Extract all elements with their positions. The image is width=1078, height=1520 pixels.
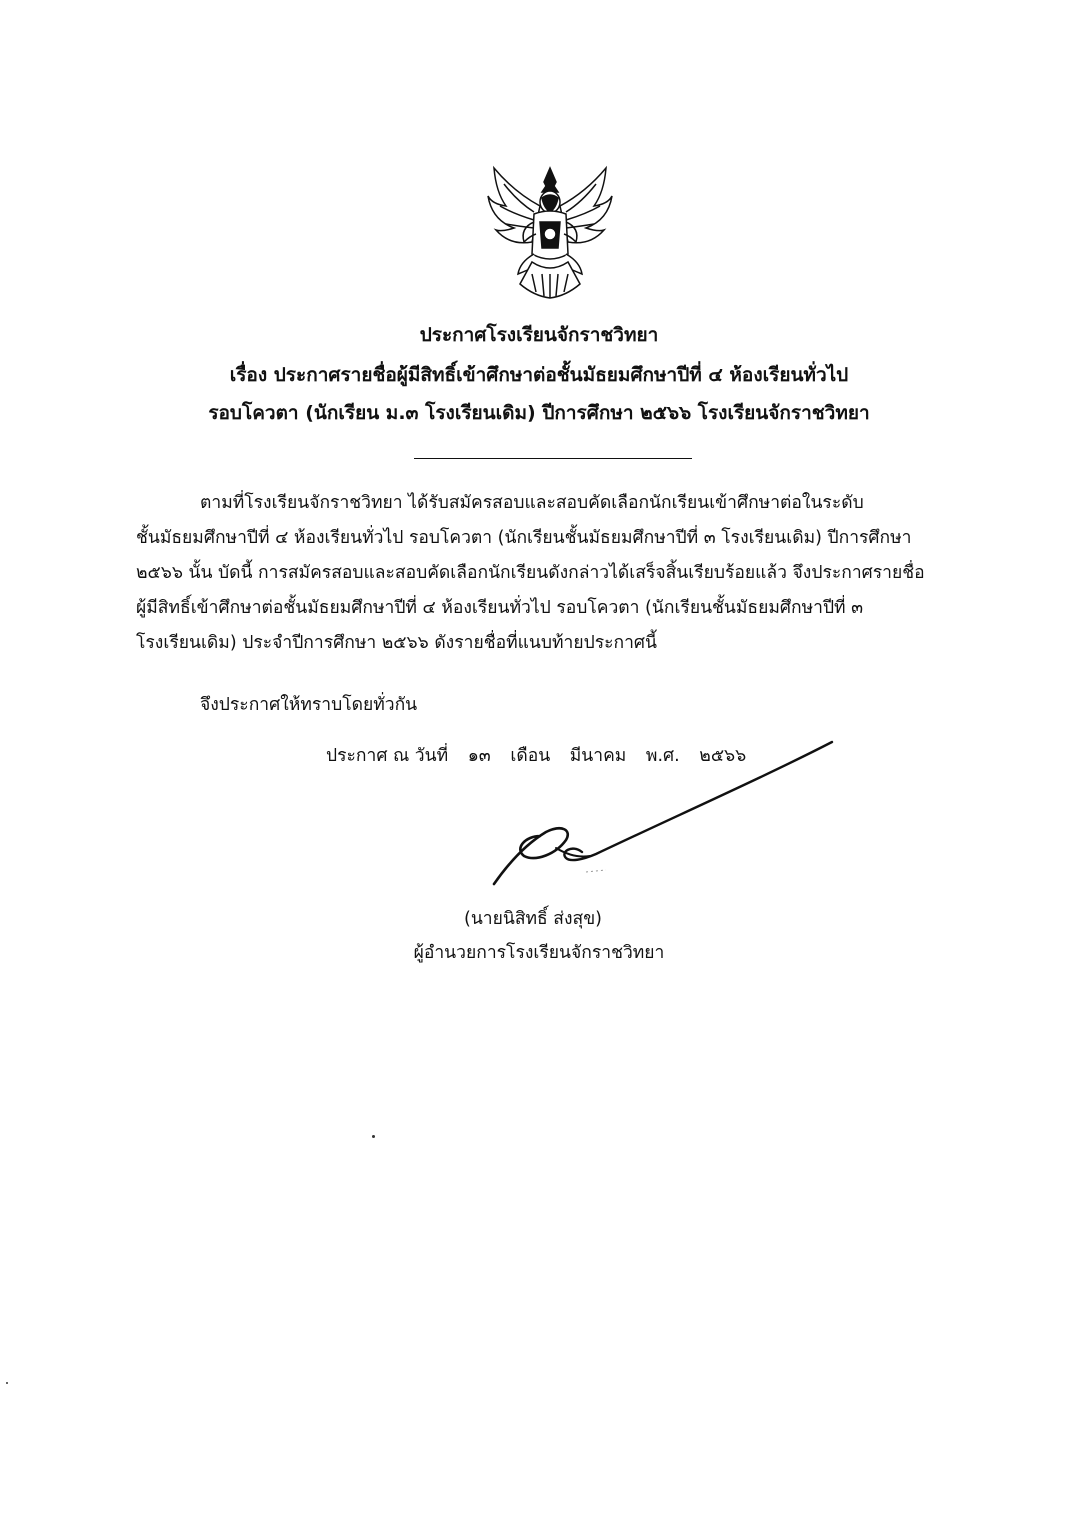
signer-position: ผู้อำนวยการโรงเรียนจักราชวิทยา [413, 943, 665, 963]
title-divider [414, 458, 692, 459]
signer-name: (นายนิสิทธิ์ ส่งสุข) [464, 909, 602, 929]
body-line: ตามที่โรงเรียนจักราชวิทยา ได้รับสมัครสอบและสอบคัดเลือกนักเรียนเข้าศึกษาต่อในระดับ [200, 493, 864, 513]
garuda-emblem-icon [484, 162, 616, 304]
date-day: ๑๓ [467, 746, 491, 766]
date-month: มีนาคม [569, 746, 627, 766]
signature-mark [486, 736, 836, 896]
body-line: ชั้นมัธยมศึกษาปีที่ ๔ ห้องเรียนทั่วไป รอบโควตา (นักเรียนชั้นมัธยมศึกษาปีที่ ๓ โรงเรียนเดิม) ปีการศึกษา [136, 528, 912, 548]
body-line: ผู้มีสิทธิ์เข้าศึกษาต่อชั้นมัธยมศึกษาปีที่ ๔ ห้องเรียนทั่วไป รอบโควตา (นักเรียนชั้นมัธยมศึกษาปีที่ ๓ [136, 598, 864, 618]
date-year: ๒๕๖๖ [699, 746, 747, 766]
body-line: โรงเรียนเดิม) ประจำปีการศึกษา ๒๕๖๖ ดังรายชื่อที่แนบท้ายประกาศนี้ [136, 633, 658, 653]
date-month-label: เดือน [510, 746, 551, 766]
date-prefix: ประกาศ ณ วันที่ [326, 746, 449, 766]
document-subject-line2: รอบโควตา (นักเรียน ม.๓ โรงเรียนเดิม) ปีการศึกษา ๒๕๖๖ โรงเรียนจักราชวิทยา [208, 402, 870, 424]
document-subject: เรื่อง ประกาศรายชื่อผู้มีสิทธิ์เข้าศึกษาต่อชั้นมัธยมศึกษาปีที่ ๔ ห้องเรียนทั่วไป [229, 364, 849, 386]
scan-speck [6, 1382, 8, 1384]
document-title: ประกาศโรงเรียนจักราชวิทยา [419, 324, 659, 346]
scan-speck [372, 1135, 375, 1138]
date-year-label: พ.ศ. [645, 746, 680, 766]
closing-statement: จึงประกาศให้ทราบโดยทั่วกัน [200, 695, 418, 715]
body-line: ๒๕๖๖ นั้น บัดนี้ การสมัครสอบและสอบคัดเลือกนักเรียนดังกล่าวได้เสร็จสิ้นเรียบร้อยแล้ว จึงประกาศรายชื่อ [136, 563, 925, 583]
